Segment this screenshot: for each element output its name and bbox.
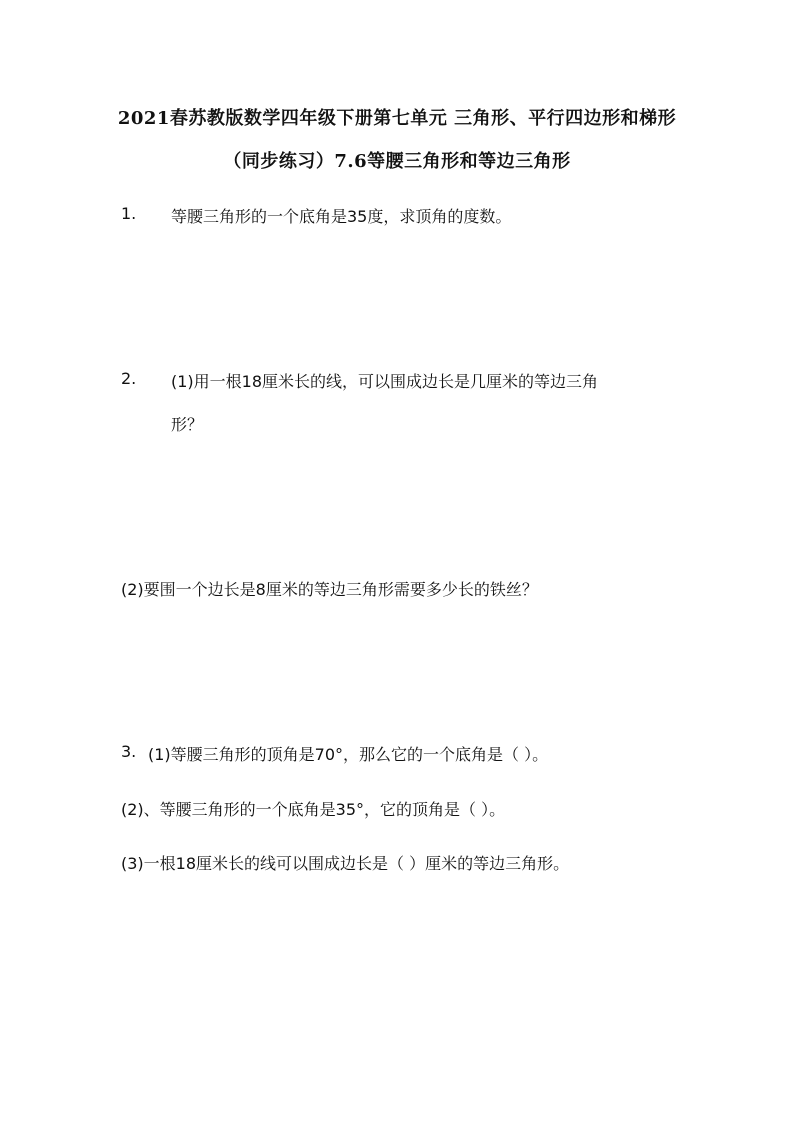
title-line-2: （同步练习）7.6等腰三角形和等边三角形 [223, 151, 571, 172]
question-3-part2: (2)、等腰三角形的一个底角是35°，它的顶角是（ ）。 [121, 800, 506, 819]
question-2-number: 2. [121, 369, 137, 388]
question-1-number: 1. [121, 204, 137, 223]
question-3-part3: (3)一根18厘米长的线可以围成边长是（ ）厘米的等边三角形。 [121, 854, 570, 873]
title-line-1: 2021春苏教版数学四年级下册第七单元 三角形、平行四边形和梯形 [117, 108, 677, 129]
question-3-part1: (1)等腰三角形的顶角是70°，那么它的一个底角是（ ）。 [148, 745, 549, 764]
question-2-part1-line1: (1)用一根18厘米长的线，可以围成边长是几厘米的等边三角 [171, 372, 599, 391]
question-2-part2: (2)要围一个边长是8厘米的等边三角形需要多少长的铁丝？ [121, 580, 538, 599]
question-1-text: 等腰三角形的一个底角是35度，求顶角的度数。 [171, 207, 512, 226]
question-3-number: 3. [121, 742, 137, 761]
question-2-part1-line2: 形？ [171, 415, 204, 434]
